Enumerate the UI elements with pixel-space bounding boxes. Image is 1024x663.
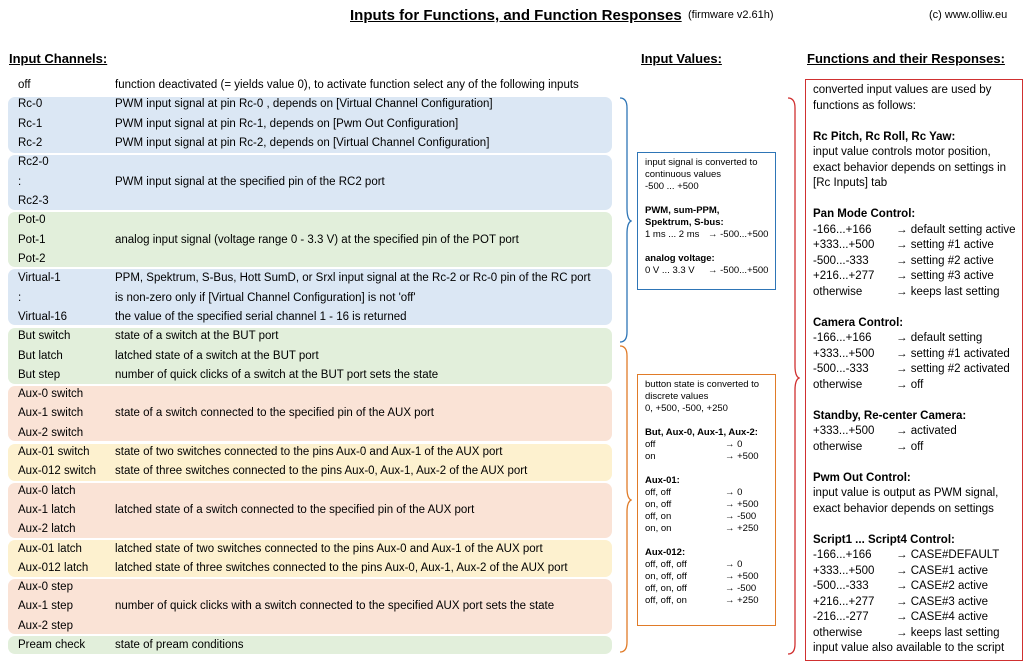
fn-response: → CASE#2 active bbox=[896, 580, 989, 592]
blue-brace bbox=[618, 96, 632, 346]
fn-heading-rc: Rc Pitch, Rc Roll, Rc Yaw: bbox=[813, 130, 956, 143]
channel-name: Aux-1 switch bbox=[18, 407, 84, 419]
fn-mapping bbox=[813, 626, 1015, 642]
vb2-state: off, off, off bbox=[645, 559, 687, 570]
fn-text: exact behavior depends on settings bbox=[813, 502, 994, 515]
fn-response: → default setting active bbox=[896, 223, 1016, 236]
fn-range: -166...+166 bbox=[813, 549, 872, 561]
vb2-mapping bbox=[645, 571, 768, 583]
vb2-mapping bbox=[645, 523, 768, 535]
fn-heading-pwm: Pwm Out Control: bbox=[813, 471, 911, 484]
fn-heading-camera: Camera Control: bbox=[813, 316, 904, 329]
fn-mapping bbox=[813, 223, 1015, 239]
channel-desc: number of quick clicks with a switch connected to the specified AUX port sets the state bbox=[115, 600, 555, 612]
fn-heading-standby: Standby, Re-center Camera: bbox=[813, 409, 967, 422]
continuous-values-box bbox=[637, 152, 776, 290]
fn-range: otherwise bbox=[813, 378, 863, 391]
channel-name: Aux-012 switch bbox=[18, 465, 96, 477]
fn-mapping bbox=[813, 347, 1015, 363]
fn-text: functions as follows: bbox=[813, 99, 916, 112]
channel-desc: PWM input signal at pin Rc-2, depends on [Virtual Channel Configuration] bbox=[115, 137, 490, 149]
functions-box bbox=[805, 79, 1023, 661]
vb1-mapping-out: → -500...+500 bbox=[708, 265, 769, 276]
channel-name: : bbox=[18, 175, 22, 188]
vb2-state: off, on bbox=[645, 511, 672, 522]
vb1-mapping bbox=[645, 229, 768, 241]
fn-response: → CASE#1 active bbox=[896, 564, 989, 577]
channel-name: But switch bbox=[18, 330, 71, 342]
orange-brace bbox=[618, 344, 632, 656]
fn-response: → off bbox=[896, 378, 924, 391]
channel-name: Rc-0 bbox=[18, 98, 43, 110]
group-pream bbox=[8, 636, 612, 654]
channel-name: Aux-01 switch bbox=[18, 446, 90, 458]
fn-text: [Rc Inputs] tab bbox=[813, 177, 888, 189]
functions-heading: Functions and their Responses: bbox=[807, 51, 1005, 66]
fn-response: → CASE#3 active bbox=[896, 595, 989, 608]
fn-mapping bbox=[813, 440, 1015, 456]
vb2-mapping bbox=[645, 583, 768, 595]
channel-name: Aux-012 latch bbox=[18, 561, 89, 574]
fn-text: converted input values are used by bbox=[813, 84, 992, 96]
vb1-heading: analog voltage: bbox=[645, 253, 715, 264]
fn-response: → setting #2 active bbox=[896, 254, 994, 267]
channel-name: Virtual-16 bbox=[18, 311, 68, 323]
channel-desc: function deactivated (= yields value 0), to activate function select any of the following inputs bbox=[115, 79, 579, 91]
fn-range: -500...-333 bbox=[813, 254, 869, 267]
fn-response: → CASE#4 active bbox=[896, 611, 989, 623]
vb2-value: → 0 bbox=[725, 439, 743, 450]
fn-range: otherwise bbox=[813, 285, 863, 298]
vb2-value: → +500 bbox=[725, 451, 759, 462]
vb1-mapping-in: 0 V ... 3.3 V bbox=[645, 265, 695, 276]
fn-heading-script: Script1 ... Script4 Control: bbox=[813, 533, 955, 546]
fn-range: +216...+277 bbox=[813, 270, 875, 282]
vb2-mapping bbox=[645, 595, 768, 607]
channel-name: Rc-2 bbox=[18, 137, 43, 149]
vb2-heading: But, Aux-0, Aux-1, Aux-2: bbox=[645, 427, 758, 438]
channel-name: Aux-1 step bbox=[18, 600, 73, 612]
fn-response: → activated bbox=[896, 425, 957, 437]
fn-text: input value is output as PWM signal, bbox=[813, 487, 999, 499]
vb2-value: → -500 bbox=[725, 583, 757, 594]
fn-range: otherwise bbox=[813, 440, 863, 453]
channel-desc: state of three switches connected to the pins Aux-0, Aux-1, Aux-2 of the AUX port bbox=[115, 465, 528, 477]
vb2-mapping bbox=[645, 499, 768, 511]
fn-range: -500...-333 bbox=[813, 580, 869, 592]
fn-range: -216...-277 bbox=[813, 611, 869, 623]
vb2-state: on, off bbox=[645, 499, 672, 510]
vb2-value: → -500 bbox=[725, 511, 757, 522]
input-values-heading: Input Values: bbox=[641, 51, 722, 66]
vb1-mapping bbox=[645, 265, 768, 277]
fn-response: → setting #1 activated bbox=[896, 347, 1010, 360]
channel-name: Pot-0 bbox=[18, 214, 46, 226]
fn-range: +333...+500 bbox=[813, 564, 875, 577]
channel-name: Rc-1 bbox=[18, 117, 43, 130]
channel-desc: PPM, Spektrum, S-Bus, Hott SumD, or Srxl input signal at the Rc-2 or Rc-0 pin of the RC port bbox=[115, 272, 591, 284]
vb2-heading: Aux-01: bbox=[645, 475, 680, 486]
red-brace bbox=[786, 96, 800, 658]
vb1-line: continuous values bbox=[645, 169, 722, 180]
vb2-state: on, on bbox=[645, 523, 672, 534]
fn-range: otherwise bbox=[813, 626, 863, 639]
channel-desc: number of quick clicks of a switch at the BUT port sets the state bbox=[115, 369, 439, 381]
vb2-heading: Aux-012: bbox=[645, 547, 686, 558]
fn-mapping bbox=[813, 254, 1015, 270]
channel-desc: analog input signal (voltage range 0 - 3.3 V) at the specified pin of the POT port bbox=[115, 233, 519, 246]
channel-desc: state of pream conditions bbox=[115, 638, 244, 651]
channel-desc: latched state of a switch connected to the specified pin of the AUX port bbox=[115, 504, 475, 516]
firmware-version: (firmware v2.61h) bbox=[688, 9, 774, 21]
vb2-value: → 0 bbox=[725, 559, 743, 570]
channel-desc: state of two switches connected to the pins Aux-0 and Aux-1 of the AUX port bbox=[115, 446, 503, 458]
channel-name: Aux-0 step bbox=[18, 581, 73, 593]
fn-text: exact behavior depends on settings in bbox=[813, 161, 1007, 174]
fn-text: input value also available to the script bbox=[813, 642, 1005, 654]
vb2-state: off, off, on bbox=[645, 595, 687, 606]
channel-name: Aux-1 latch bbox=[18, 504, 76, 516]
fn-range: +216...+277 bbox=[813, 595, 875, 608]
fn-response: → setting #3 active bbox=[896, 270, 994, 282]
channel-name: : bbox=[18, 291, 22, 304]
vb1-heading: PWM, sum-PPM, bbox=[645, 205, 720, 216]
channel-desc: PWM input signal at the specified pin of the RC2 port bbox=[115, 175, 385, 188]
channel-name: Aux-2 latch bbox=[18, 523, 76, 535]
vb1-mapping-out: → -500...+500 bbox=[708, 229, 769, 240]
channel-name: Aux-0 latch bbox=[18, 484, 76, 497]
input-channels-heading: Input Channels: bbox=[9, 51, 108, 66]
vb1-line: -500 ... +500 bbox=[645, 181, 699, 192]
vb2-value: → +250 bbox=[725, 595, 759, 606]
channel-desc: latched state of a switch at the BUT port bbox=[115, 349, 319, 362]
fn-mapping bbox=[813, 548, 1015, 564]
channel-name: Pream check bbox=[18, 638, 86, 651]
channel-name: Rc2-0 bbox=[18, 156, 49, 168]
vb2-line: 0, +500, -500, +250 bbox=[645, 403, 728, 414]
channel-desc: state of a switch connected to the specified pin of the AUX port bbox=[115, 407, 434, 419]
fn-range: +333...+500 bbox=[813, 347, 875, 360]
fn-text: input value controls motor position, bbox=[813, 146, 991, 158]
vb2-state: off, on, off bbox=[645, 583, 687, 594]
vb2-value: → 0 bbox=[725, 487, 743, 498]
fn-response: → keeps last setting bbox=[896, 285, 1000, 298]
fn-response: → CASE#DEFAULT bbox=[896, 549, 1000, 561]
fn-response: → default setting bbox=[896, 332, 983, 344]
vb2-state: on, off, off bbox=[645, 571, 687, 582]
fn-mapping bbox=[813, 610, 1015, 626]
channel-name: Rc2-3 bbox=[18, 195, 49, 207]
vb2-value: → +500 bbox=[725, 499, 759, 510]
fn-range: -500...-333 bbox=[813, 363, 869, 375]
channel-name: Aux-2 switch bbox=[18, 426, 84, 439]
vb2-line: button state is converted to bbox=[645, 379, 760, 390]
discrete-values-box bbox=[637, 374, 776, 626]
channel-name: Aux-2 step bbox=[18, 619, 73, 632]
vb2-value: → +500 bbox=[725, 571, 759, 582]
vb2-value: → +250 bbox=[725, 523, 759, 534]
fn-mapping bbox=[813, 285, 1015, 301]
vb2-mapping bbox=[645, 559, 768, 571]
fn-response: → keeps last setting bbox=[896, 626, 1000, 639]
vb2-mapping bbox=[645, 451, 768, 463]
vb1-line: input signal is converted to bbox=[645, 157, 758, 168]
fn-mapping bbox=[813, 362, 1015, 378]
channel-name: Aux-01 latch bbox=[18, 542, 82, 555]
channel-name: off bbox=[18, 79, 31, 91]
vb1-mapping-in: 1 ms ... 2 ms bbox=[645, 229, 700, 240]
channel-desc: is non-zero only if [Virtual Channel Configuration] is not 'off' bbox=[115, 291, 416, 304]
channel-desc: state of a switch at the BUT port bbox=[115, 330, 279, 342]
fn-range: +333...+500 bbox=[813, 239, 875, 251]
fn-response: → setting #1 active bbox=[896, 239, 994, 251]
fn-mapping bbox=[813, 269, 1015, 285]
fn-mapping bbox=[813, 579, 1015, 595]
page-title: Inputs for Functions, and Function Responses bbox=[350, 7, 682, 24]
vb2-line: discrete values bbox=[645, 391, 709, 402]
vb2-mapping bbox=[645, 439, 768, 451]
vb2-mapping bbox=[645, 511, 768, 523]
fn-range: +333...+500 bbox=[813, 425, 875, 437]
fn-mapping bbox=[813, 564, 1015, 580]
fn-mapping bbox=[813, 424, 1015, 440]
channel-desc: latched state of two switches connected to the pins Aux-0 and Aux-1 of the AUX port bbox=[115, 542, 543, 555]
vb2-mapping bbox=[645, 487, 768, 499]
fn-mapping bbox=[813, 378, 1015, 394]
channel-name: Pot-2 bbox=[18, 253, 46, 265]
channel-desc: the value of the specified serial channel 1 - 16 is returned bbox=[115, 311, 407, 323]
fn-range: -166...+166 bbox=[813, 332, 872, 344]
channel-desc: PWM input signal at pin Rc-1, depends on [Pwm Out Configuration] bbox=[115, 117, 459, 130]
channel-name: But step bbox=[18, 369, 61, 381]
fn-response: → setting #2 activated bbox=[896, 363, 1010, 375]
copyright: (c) www.olliw.eu bbox=[929, 9, 1008, 21]
vb2-state: off bbox=[645, 439, 656, 450]
channel-name: Pot-1 bbox=[18, 233, 46, 246]
fn-mapping bbox=[813, 595, 1015, 611]
vb1-heading: Spektrum, S-bus: bbox=[645, 217, 724, 228]
vb2-state: on bbox=[645, 451, 656, 462]
fn-mapping bbox=[813, 238, 1015, 254]
channel-desc: PWM input signal at pin Rc-0 , depends on [Virtual Channel Configuration] bbox=[115, 98, 493, 110]
fn-response: → off bbox=[896, 440, 924, 453]
fn-mapping bbox=[813, 331, 1015, 347]
fn-heading-pan: Pan Mode Control: bbox=[813, 208, 916, 220]
vb2-state: off, off bbox=[645, 487, 672, 498]
fn-range: -166...+166 bbox=[813, 223, 872, 236]
channel-name: But latch bbox=[18, 349, 63, 362]
channel-desc: latched state of three switches connected to the pins Aux-0, Aux-1, Aux-2 of the AUX port bbox=[115, 561, 568, 574]
channel-name: Aux-0 switch bbox=[18, 388, 84, 400]
channel-name: Virtual-1 bbox=[18, 272, 61, 284]
